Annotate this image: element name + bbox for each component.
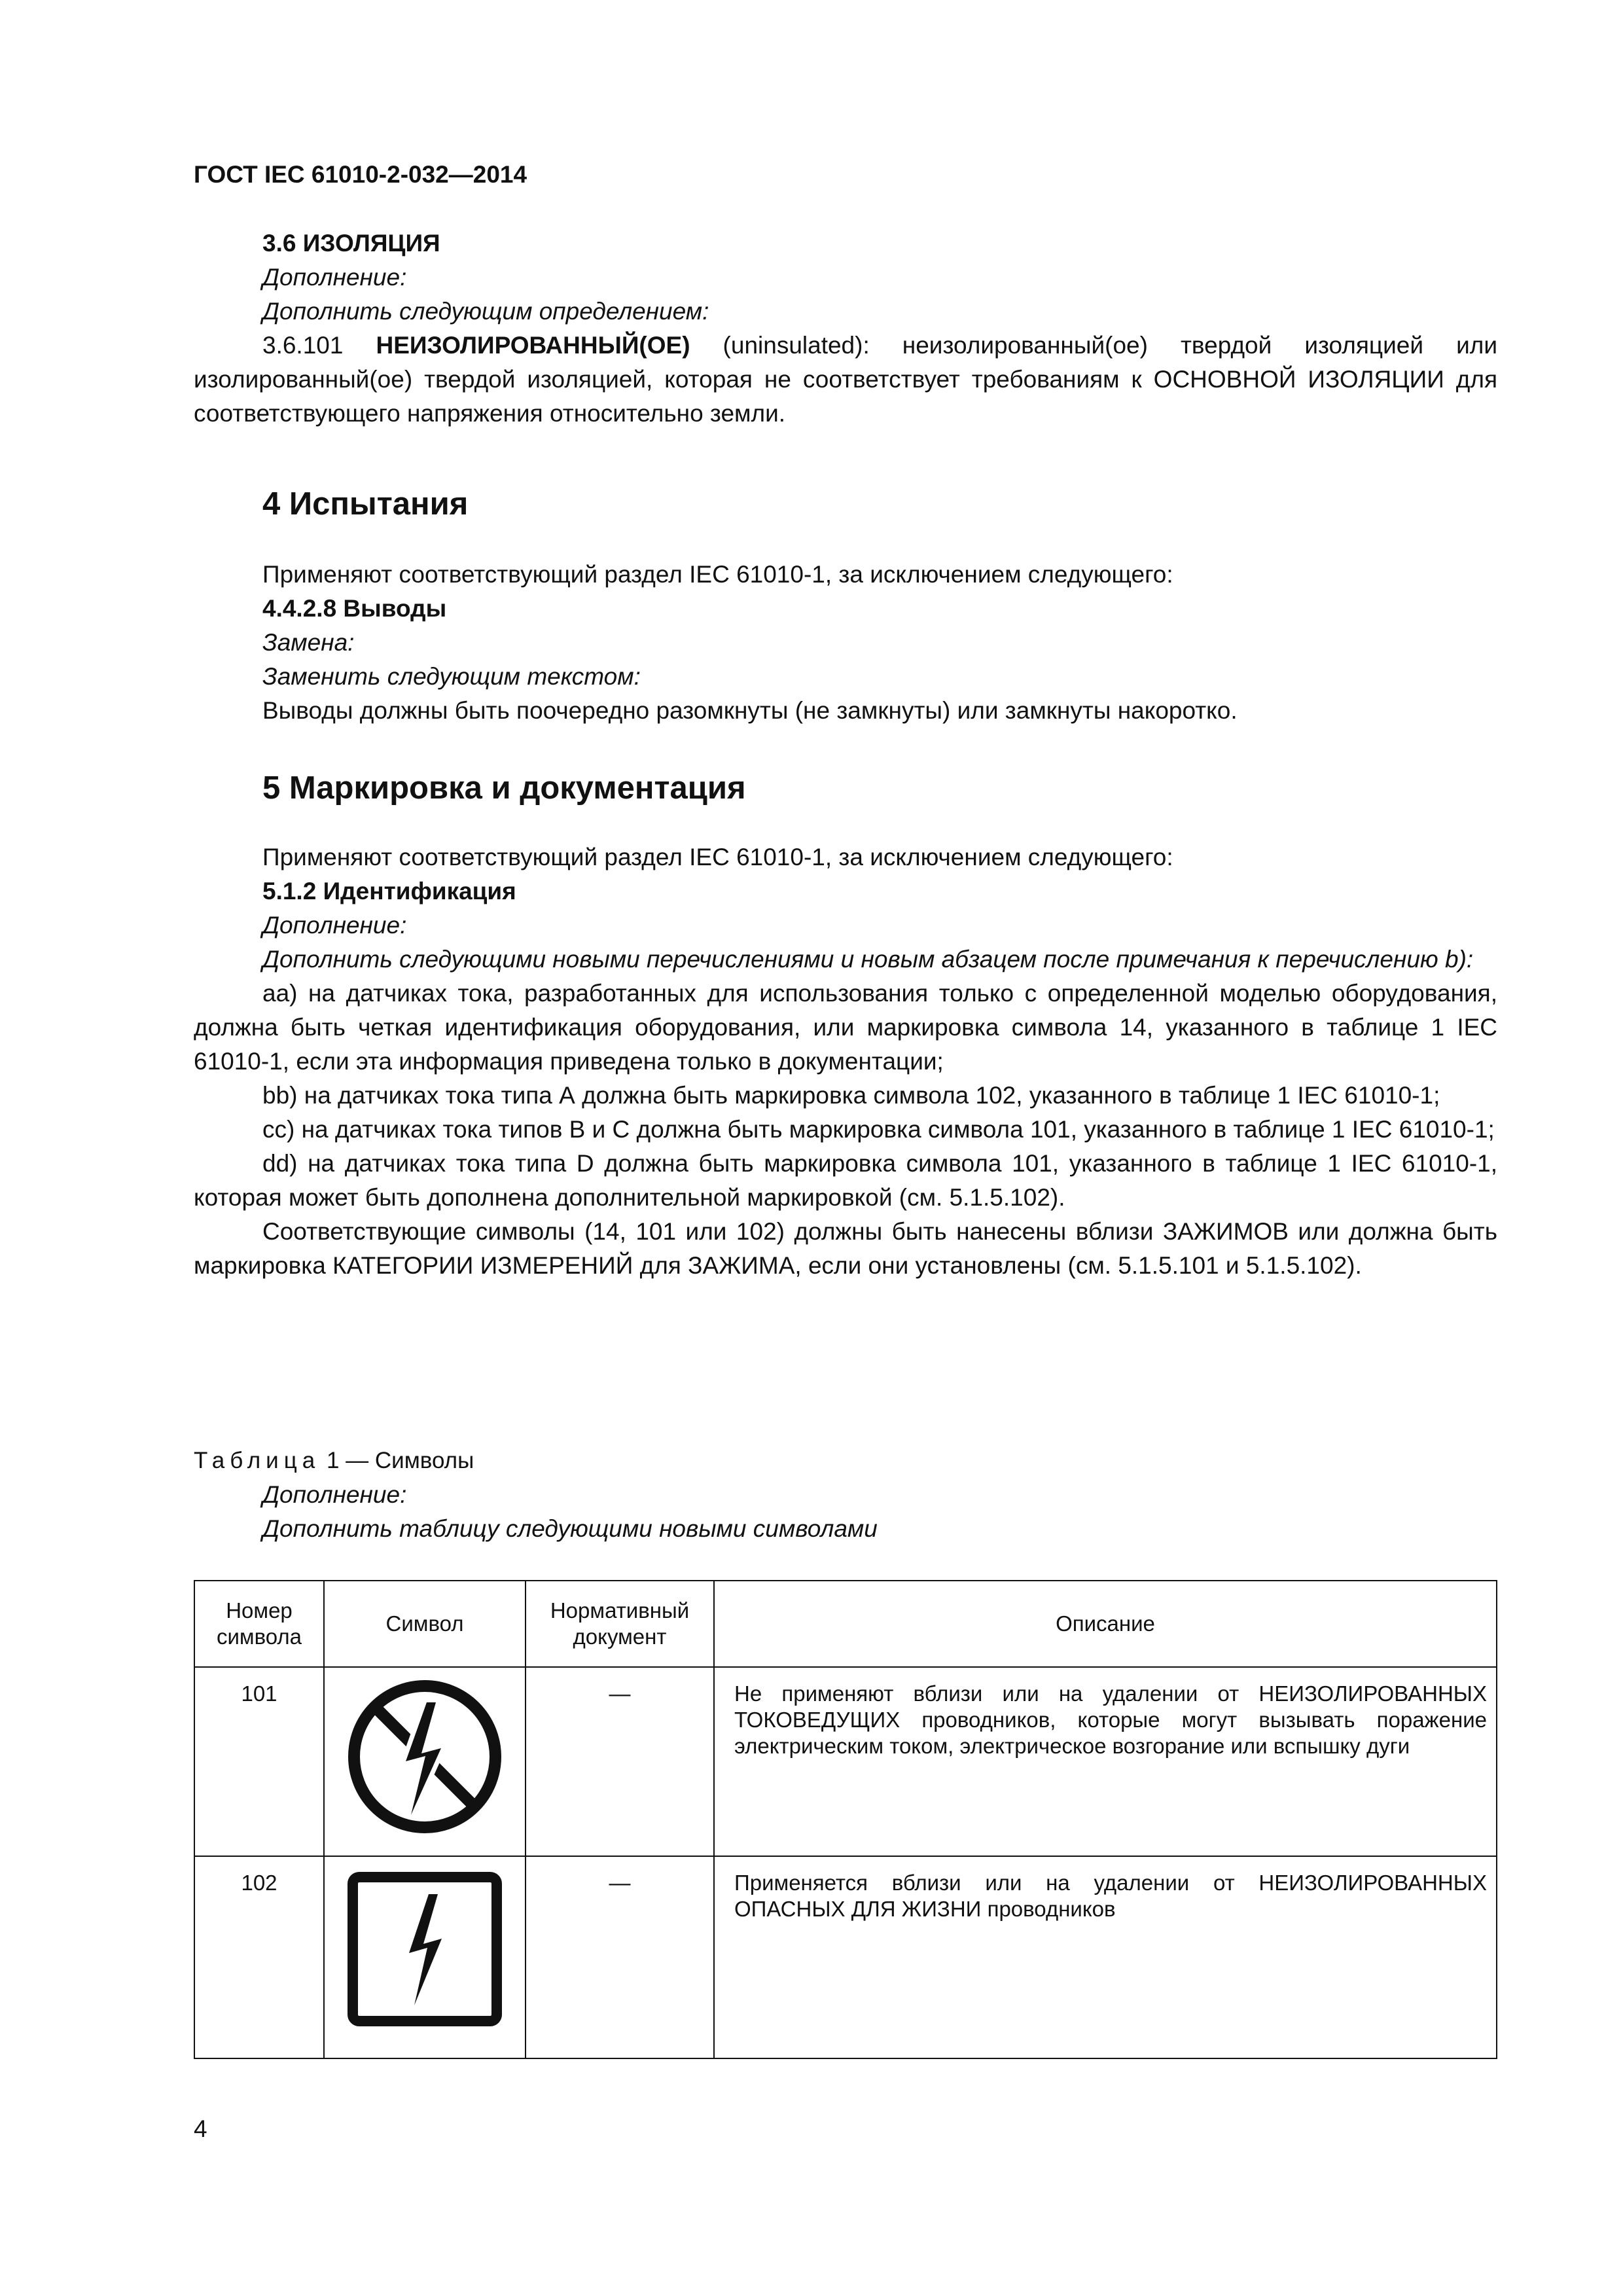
section-3-6 (194, 226, 1497, 431)
instruction: Дополнить таблицу следующими новыми символами (262, 1515, 878, 1542)
symbol-cell (324, 1667, 526, 1856)
section-heading: 5 Маркировка и документация (262, 770, 746, 806)
instruction: Дополнить следующими новыми перечислениями и новым абзацем после примечания к перечислению b): (262, 946, 1474, 973)
column-header: Описание (714, 1581, 1497, 1667)
section-5-body (194, 840, 1497, 1283)
symbols-table (194, 1580, 1497, 2059)
section-intro: Применяют соответствующий раздел IEC 61010-1, за исключением следующего: (262, 844, 1173, 870)
subsection-title: 5.1.2 Идентификация (262, 878, 516, 905)
section-4 (194, 486, 1497, 522)
table-header-row (194, 1581, 1497, 1667)
symbol-description: Применяется вблизи или на удалении от НЕИЗОЛИРОВАННЫХ ОПАСНЫХ ДЛЯ ЖИЗНИ проводников (714, 1856, 1497, 2058)
instruction: Заменить следующим текстом: (262, 663, 641, 690)
list-item-bb: bb) на датчиках тока типа А должна быть маркировка символа 102, указанного в таблице 1 IEC 61010-1; (262, 1082, 1440, 1109)
column-header: Номер символа (194, 1581, 324, 1667)
normative-document: — (526, 1856, 714, 2058)
section-title: 3.6 ИЗОЛЯЦИЯ (262, 230, 440, 257)
list-item-cc: cc) на датчиках тока типов В и С должна быть маркировка символа 101, указанного в таблице 1 IEC 61010-1; (262, 1116, 1495, 1143)
table-row (194, 1856, 1497, 2058)
replace-label: Замена: (262, 629, 355, 656)
symbol-description: Не применяют вблизи или на удалении от НЕИЗОЛИРОВАННЫХ ТОКОВЕДУЩИХ проводников, которые могут вызывать поражение электрическим током, электрическое возгорание или вспышку дуги (714, 1667, 1497, 1856)
boxed-lightning-icon (346, 1871, 503, 2028)
symbol-number: 101 (194, 1667, 324, 1856)
paragraph: Соответствующие символы (14, 101 или 102) должны быть нанесены вблизи ЗАЖИМОВ или должна быть маркировка КАТЕГОРИИ ИЗМЕРЕНИЙ для ЗАЖИМА, если они установлены (см. 5.1.5.101 и 5.1.5.102). (194, 1218, 1497, 1279)
table-caption-word: Таблица (194, 1448, 321, 1473)
column-header: Символ (324, 1581, 526, 1667)
page-number: 4 (194, 2115, 207, 2142)
normative-document: — (526, 1667, 714, 1856)
section-intro: Применяют соответствующий раздел IEC 61010-1, за исключением следующего: (262, 561, 1173, 588)
table-caption-block (194, 1444, 1497, 1546)
definition-term: НЕИЗОЛИРОВАННЫЙ(ОЕ) (376, 332, 690, 359)
definition (194, 329, 1497, 431)
document-header: ГОСТ IEC 61010-2-032—2014 (194, 161, 527, 188)
symbol-number: 102 (194, 1856, 324, 2058)
subsection-title: 4.4.2.8 Выводы (262, 595, 447, 622)
addition-label: Дополнение: (262, 912, 407, 939)
section-heading: 4 Испытания (262, 486, 469, 522)
list-item-dd: dd) на датчиках тока типа D должна быть маркировка символа 101, указанного в таблице 1 IEC 61010-1, которая может быть дополнена дополнительной маркировкой (см. 5.1.5.102). (194, 1150, 1497, 1211)
column-header: Нормативный документ (526, 1581, 714, 1667)
definition-text: (uninsulated): неизолированный(ое) твердой изоляцией или изолированный(ое) твердой изоляцией, которая не соответствует требованиям к ОСНОВНОЙ ИЗОЛЯЦИИ для соответствующего напряжения относительно земли. (194, 332, 1497, 427)
instruction: Дополнить следующим определением: (262, 298, 709, 325)
addition-label: Дополнение: (262, 1481, 407, 1508)
table-caption (194, 1444, 1497, 1478)
definition-number: 3.6.101 (262, 332, 376, 359)
symbol-cell (324, 1856, 526, 2058)
table-row (194, 1667, 1497, 1856)
paragraph: Выводы должны быть поочередно разомкнуты (не замкнуты) или замкнуты накоротко. (262, 697, 1238, 724)
table-caption-rest: 1 — Символы (320, 1448, 474, 1473)
prohibited-lightning-icon (343, 1675, 507, 1839)
addition-label: Дополнение: (262, 264, 407, 291)
list-item-aa: аа) на датчиках тока, разработанных для использования только с определенной моделью оборудования, должна быть четкая идентификация оборудования, или маркировка символа 14, указанного в таблице 1 IEC 61010-1, если эта информация приведена только в документации; (194, 980, 1497, 1075)
section-4-body (194, 558, 1497, 728)
section-5 (194, 770, 1497, 806)
